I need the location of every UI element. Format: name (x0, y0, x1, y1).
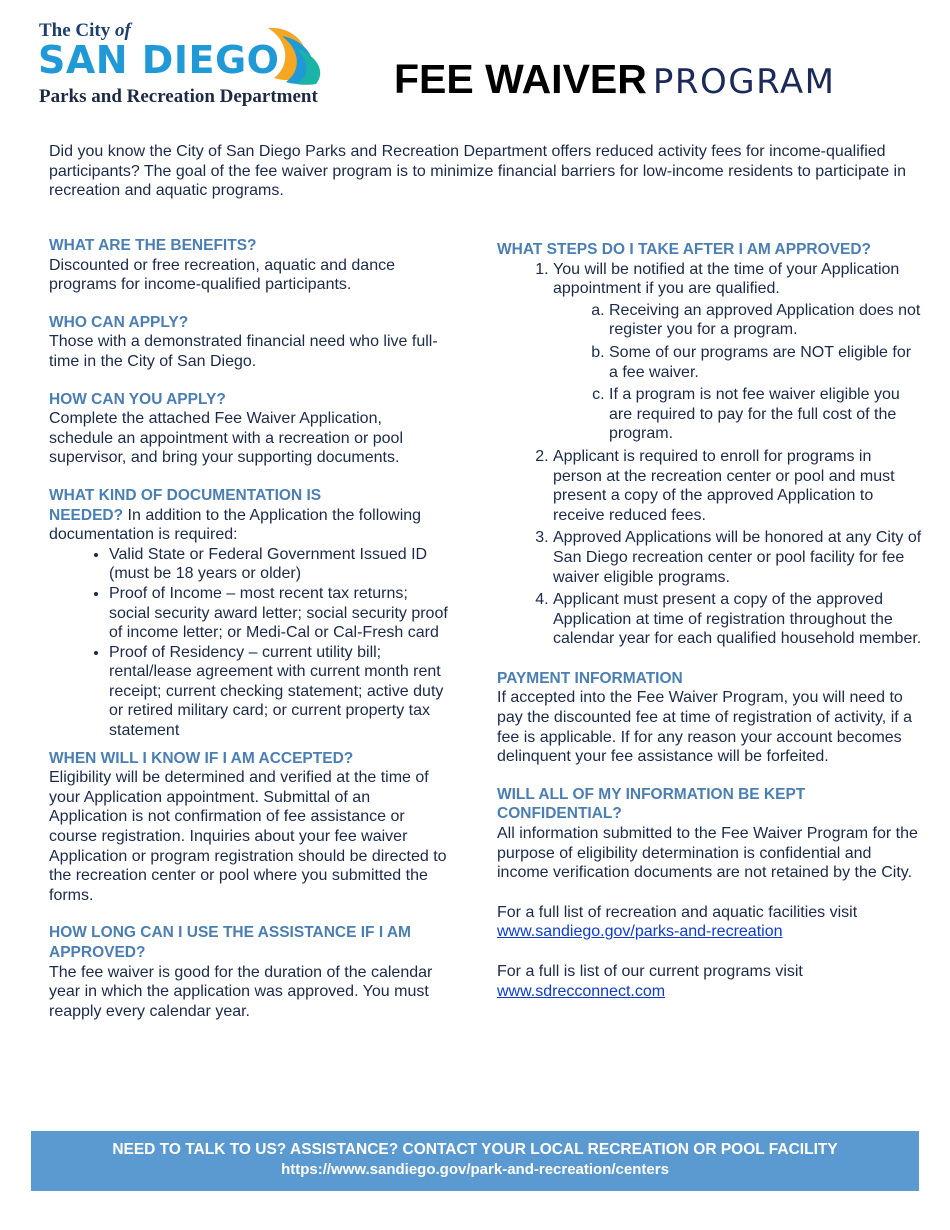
section-when (49, 749, 449, 906)
text-confidential: All information submitted to the Fee Waiver Program for the purpose of eligibility determination is confidential and income verification documents are not retained by the City. (497, 825, 918, 882)
section-confidential (497, 785, 922, 883)
heading-who: WHO CAN APPLY? (49, 313, 189, 331)
steps-list (497, 260, 922, 649)
contact-banner (31, 1131, 919, 1191)
text-facilities: For a full list of recreation and aquatic facilities visit (497, 903, 858, 921)
sub-steps-list (553, 301, 922, 444)
heading-steps: WHAT STEPS DO I TAKE AFTER I AM APPROVED? (497, 241, 872, 258)
city-logo (38, 20, 368, 112)
list-item: • Valid State or Federal Government Issued ID (must be 18 years or older) (109, 545, 449, 584)
list-item: c. If a program is not fee waiver eligible you are required to pay for the full cost of the program. (609, 385, 922, 444)
heading-when: WHEN WILL I KNOW IF I AM ACCEPTED? (49, 749, 354, 767)
list-item: 4. Applicant must present a copy of the approved Application at time of registration throughout the calendar year for each qualified household member. (553, 590, 922, 649)
logo-city-text: The City of (39, 20, 131, 41)
page-title (394, 56, 835, 103)
list-item: a. Receiving an approved Application does not register you for a program. (609, 301, 922, 340)
text-when: Eligibility will be determined and verified at the time of your Application appointment. Submittal of an Application is not confirmation of fee assistance or course registration. Inquiries about your fee waiver Application or program registration should be directed to the recreation center or pool where you submitted the forms. (49, 769, 447, 904)
text-programs: For a full is list of our current programs visit (497, 963, 803, 980)
heading-documentation-needed: NEEDED? (49, 506, 124, 524)
text-how: Complete the attached Fee Waiver Application, schedule an appointment with a recreation or pool supervisor, and bring your supporting documents. (49, 410, 403, 467)
section-payment (497, 669, 922, 767)
section-steps (497, 240, 922, 649)
heading-documentation: WHAT KIND OF DOCUMENTATION IS (49, 486, 322, 504)
heading-how-long: HOW LONG CAN I USE THE ASSISTANCE IF I AM APPROVED? (49, 924, 411, 961)
section-how-long (49, 923, 449, 1021)
sun-wave-icon (260, 22, 332, 86)
list-item: 1. You will be notified at the time of your Application appointment if you are qualified. a. Receiving an approved Application does not register you for a program. b. Some of our programs are NOT eligible for a fee waiver. c. If a program is not fee waiver eligible you are required to pay for the full cost of the program. (553, 260, 922, 444)
text-benefits: Discounted or free recreation, aquatic and dance programs for income-qualified participants. (49, 256, 395, 294)
heading-confidential: WILL ALL OF MY INFORMATION BE KEPT CONFIDENTIAL? (497, 785, 806, 823)
intro-paragraph: Did you know the City of San Diego Parks and Recreation Department offers reduced activity fees for income-qualified participants? The goal of the fee waiver program is to minimize financial barriers for low-income residents to participate in recreation and aquatic programs. (49, 143, 906, 200)
list-item: • Proof of Residency – current utility bill; rental/lease agreement with current month rent receipt; current checking statement; active duty or retired military card; or current property tax statement (109, 643, 449, 741)
title-bold: FEE WAIVER (394, 56, 647, 102)
section-how (49, 390, 449, 468)
right-column (497, 240, 922, 1019)
left-column (49, 236, 449, 1039)
contact-banner-text: NEED TO TALK TO US? ASSISTANCE? CONTACT YOUR LOCAL RECREATION OR POOL FACILITY (112, 1141, 838, 1158)
logo-san-diego: SAN DIEGO (38, 38, 280, 82)
list-item: 3. Approved Applications will be honored at any City of San Diego recreation center or pool facility for fee waiver eligible programs. (553, 528, 922, 587)
documentation-list (49, 545, 449, 741)
list-item: 2. Applicant is required to enroll for programs in person at the recreation center or pool and must present a copy of the approved Application to receive reduced fees. (553, 447, 922, 525)
logo-department: Parks and Recreation Department (39, 86, 318, 107)
list-item: • Proof of Income – most recent tax returns; social security award letter; social security proof of income letter; or Medi-Cal or Cal-Fresh card (109, 584, 449, 643)
text-payment: If accepted into the Fee Waiver Program, you will need to pay the discounted fee at time of registration of activity, if a fee is applicable. If for any reason your account becomes delinquent your fee assistance will be forfeited. (497, 689, 913, 766)
programs-link[interactable]: www.sdrecconnect.com (497, 982, 666, 1000)
text-documentation: In addition to the Application the following documentation is required: (49, 506, 422, 544)
title-light: PROGRAM (652, 62, 836, 102)
heading-how: HOW CAN YOU APPLY? (49, 390, 226, 408)
list-item: b. Some of our programs are NOT eligible for a fee waiver. (609, 343, 922, 382)
text-how-long: The fee waiver is good for the duration of the calendar year in which the application was approved. You must reapply every calendar year. (49, 963, 433, 1020)
section-benefits (49, 236, 449, 295)
section-documentation (49, 486, 449, 741)
contact-banner-url[interactable]: https://www.sandiego.gov/park-and-recreation/centers (281, 1161, 669, 1178)
heading-benefits: WHAT ARE THE BENEFITS? (49, 237, 257, 254)
section-who (49, 313, 449, 372)
text-who: Those with a demonstrated financial need who live full-time in the City of San Diego. (49, 333, 438, 370)
section-facilities (497, 903, 922, 942)
facilities-link[interactable]: www.sandiego.gov/parks-and-recreation (497, 923, 783, 941)
heading-payment: PAYMENT INFORMATION (497, 669, 683, 687)
section-programs (497, 962, 922, 1001)
